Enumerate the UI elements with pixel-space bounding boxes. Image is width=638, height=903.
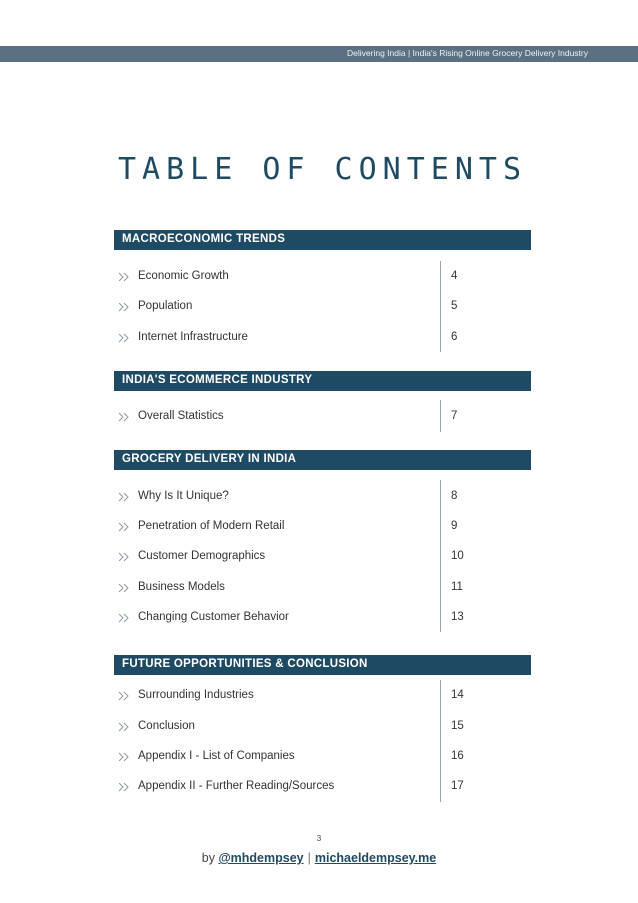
- toc-entry-page: 5: [451, 300, 458, 312]
- toc-entry[interactable]: [118, 720, 478, 736]
- toc-entry-page: 11: [451, 581, 463, 593]
- toc-entry-page: 6: [451, 331, 458, 343]
- toc-entry[interactable]: [118, 581, 478, 597]
- toc-entry-label: Conclusion: [138, 720, 195, 732]
- toc-entry-label: Surrounding Industries: [138, 689, 254, 701]
- double-chevron-right-icon: [118, 781, 132, 793]
- twitter-link[interactable]: @mhdempsey: [218, 851, 304, 865]
- section-heading-grocery-delivery: [114, 450, 531, 470]
- section-heading-label: INDIA'S ECOMMERCE INDUSTRY: [122, 374, 313, 386]
- toc-entry[interactable]: [118, 300, 478, 316]
- double-chevron-right-icon: [118, 751, 132, 763]
- section-heading-future-opportunities: [114, 655, 531, 675]
- footer-by: by: [201, 851, 215, 865]
- footer-credit: [0, 851, 638, 865]
- toc-entry-label: Economic Growth: [138, 270, 229, 282]
- toc-entry-label: Business Models: [138, 581, 225, 593]
- toc-entry-label: Internet Infrastructure: [138, 331, 248, 343]
- toc-entry[interactable]: [118, 780, 478, 796]
- double-chevron-right-icon: [118, 301, 132, 313]
- toc-entry-page: 9: [451, 520, 458, 532]
- double-chevron-right-icon: [118, 332, 132, 344]
- section-heading-label: FUTURE OPPORTUNITIES & CONCLUSION: [122, 658, 368, 670]
- toc-entry[interactable]: [118, 490, 478, 506]
- toc-entry[interactable]: [118, 270, 478, 286]
- toc-entry-page: 10: [451, 550, 464, 562]
- double-chevron-right-icon: [118, 690, 132, 702]
- section-heading-ecommerce-industry: [114, 371, 531, 391]
- double-chevron-right-icon: [118, 491, 132, 503]
- website-link[interactable]: michaeldempsey.me: [314, 851, 437, 865]
- toc-entry-page: 17: [451, 780, 464, 792]
- toc-entry-page: 4: [451, 270, 458, 282]
- double-chevron-right-icon: [118, 612, 132, 624]
- toc-entry-page: 15: [451, 720, 464, 732]
- toc-entry[interactable]: [118, 331, 478, 347]
- toc-entry-label: Appendix II - Further Reading/Sources: [138, 780, 335, 792]
- toc-entry-label: Why Is It Unique?: [138, 490, 229, 502]
- header-bar: [0, 46, 638, 62]
- toc-entry-label: Overall Statistics: [138, 410, 224, 422]
- toc-entry-page: 13: [451, 611, 464, 623]
- toc-entry[interactable]: [118, 410, 478, 426]
- section-heading-label: GROCERY DELIVERY IN INDIA: [122, 453, 297, 465]
- section-heading-macroeconomic-trends: [114, 230, 531, 250]
- toc-entry-label: Changing Customer Behavior: [138, 611, 289, 623]
- double-chevron-right-icon: [118, 411, 132, 423]
- footer-separator: |: [307, 851, 311, 865]
- toc-entry-label: Population: [138, 300, 193, 312]
- double-chevron-right-icon: [118, 271, 132, 283]
- page-number: 3: [316, 834, 322, 843]
- toc-entry[interactable]: [118, 520, 478, 536]
- toc-entry-page: 14: [451, 689, 464, 701]
- toc-entry-label: Appendix I - List of Companies: [138, 750, 295, 762]
- double-chevron-right-icon: [118, 551, 132, 563]
- toc-entry[interactable]: [118, 750, 478, 766]
- toc-entry-page: 8: [451, 490, 458, 502]
- double-chevron-right-icon: [118, 582, 132, 594]
- double-chevron-right-icon: [118, 521, 132, 533]
- toc-entry[interactable]: [118, 689, 478, 705]
- page-title: TABLE OF CONTENTS: [118, 152, 528, 187]
- toc-entry-page: 16: [451, 750, 464, 762]
- toc-entry[interactable]: [118, 611, 478, 627]
- toc-entry-label: Penetration of Modern Retail: [138, 520, 285, 532]
- section-heading-label: MACROECONOMIC TRENDS: [122, 233, 286, 245]
- double-chevron-right-icon: [118, 721, 132, 733]
- toc-entry[interactable]: [118, 550, 478, 566]
- toc-entry-page: 7: [451, 410, 458, 422]
- running-title: Delivering India | India's Rising Online Grocery Delivery Industry: [347, 48, 588, 58]
- toc-entry-label: Customer Demographics: [138, 550, 266, 562]
